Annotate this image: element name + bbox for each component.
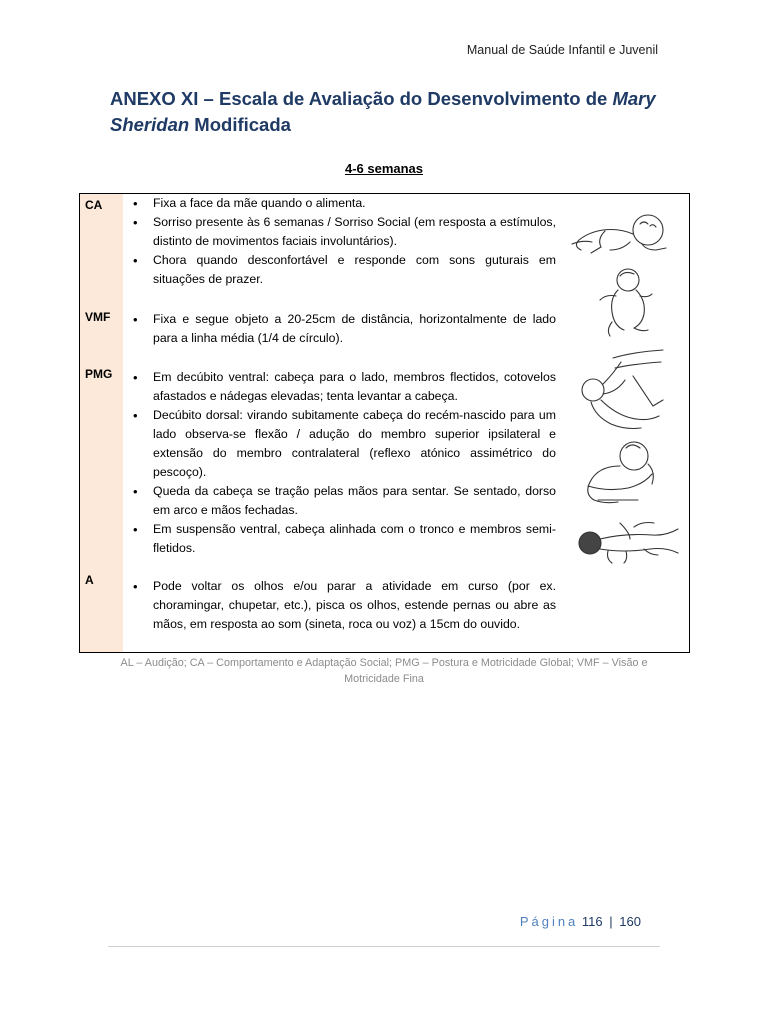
list-item: • Decúbito dorsal: virando subitamente cabeça do recém-nascido para um lado observa-se flexão / adução do membro superior ipsilateral e extensão do membro contralateral (reflexo atónico assimétrico do pescoço). [129, 406, 556, 482]
list-item: • Em decúbito ventral: cabeça para o lado, membros flectidos, cotovelos afastados e nádegas elevadas; tenta levantar a cabeça. [129, 368, 556, 406]
section-subtitle: 4-6 semanas [344, 161, 424, 176]
list-item: • Em suspensão ventral, cabeça alinhada com o tronco e membros semi-fletidos. [129, 520, 556, 558]
baby-prone-icon [570, 206, 685, 258]
list-item: • Fixa a face da mãe quando o alimenta. [129, 194, 556, 213]
pmg-items [129, 368, 556, 558]
page-footer [520, 914, 641, 929]
category-label-pmg: PMG [85, 367, 113, 381]
page-title: ANEXO XI – Escala de Avaliação do Desenvolvimento de Mary Sheridan Modificada [110, 88, 656, 135]
list-item: • Queda da cabeça se tração pelas mãos para sentar. Se sentado, dorso em arco e mãos fechadas. [129, 482, 556, 520]
category-label-vmf: VMF [85, 310, 111, 324]
footnote-legend: AL – Audição; CA – Comportamento e Adaptação Social; PMG – Postura e Motricidade Global; VMF – Visão e Motricidade Fina [120, 657, 648, 685]
list-item: • Fixa e segue objeto a 20-25cm de distância, horizontalmente de lado para a linha média (1/4 de círculo). [129, 310, 556, 348]
baby-pull-to-sit-icon [573, 346, 673, 432]
list-item: • Chora quando desconfortável e responde com sons guturais em situações de prazer. [129, 251, 556, 289]
footer-divider [108, 946, 660, 947]
ca-items [129, 194, 556, 289]
category-label-ca: CA [85, 198, 103, 212]
list-item: • Sorriso presente às 6 semanas / Sorriso Social (em resposta a estímulos, distinto de movimentos faciais involuntários). [129, 213, 556, 251]
running-header: Manual de Saúde Infantil e Juvenil [466, 43, 658, 57]
total-pages: 160 [619, 914, 641, 929]
baby-sitting-icon [578, 434, 663, 506]
category-label-a: A [85, 573, 94, 587]
baby-ventral-suspension-icon [574, 519, 684, 565]
list-item: • Pode voltar os olhos e/ou parar a atividade em curso (por ex. choramingar, chupetar, etc.), pisca os olhos, estende pernas ou abre as mãos, em resposta ao som (sineta, roca ou voz) a 15cm do ouvido. [129, 577, 556, 634]
baby-supine-icon [590, 266, 660, 338]
page-word: Página [519, 914, 579, 929]
page-number: 116 [581, 914, 603, 929]
development-table [79, 193, 690, 653]
a-items [129, 577, 556, 634]
vmf-items [129, 310, 556, 348]
page-separator: | [609, 914, 613, 929]
